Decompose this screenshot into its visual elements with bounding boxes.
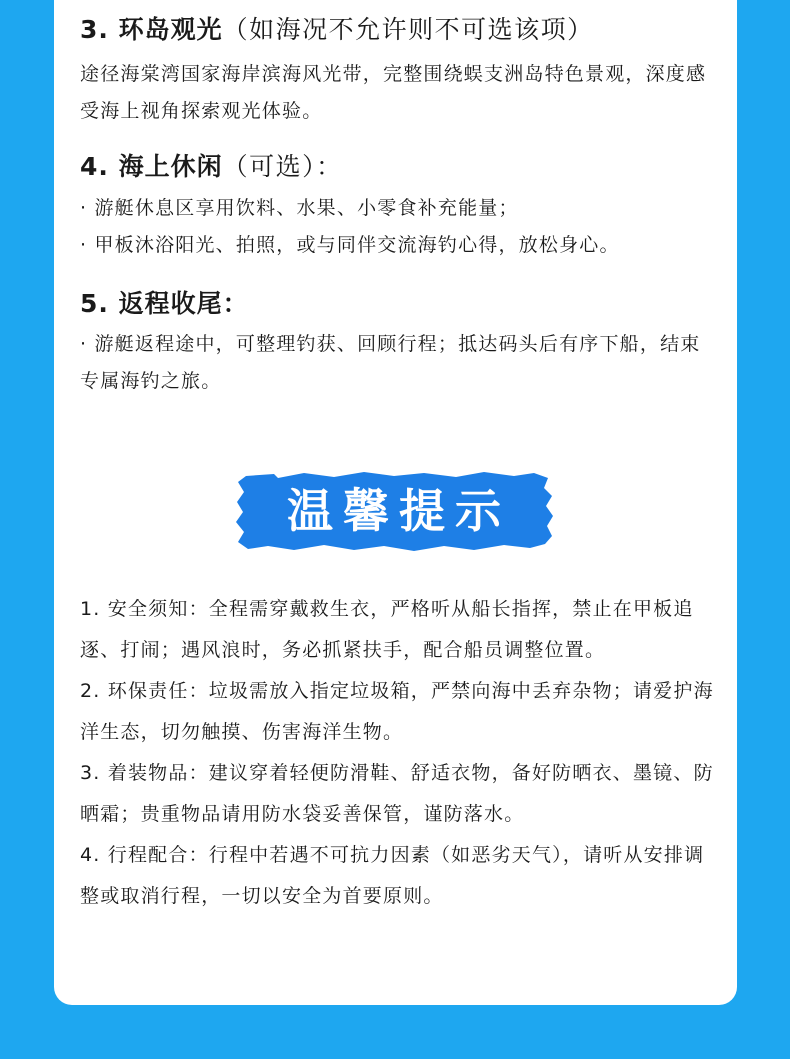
section-title-note: （如海况不允许则不可选该项） — [222, 15, 594, 44]
section-line: 途径海棠湾国家海岸滨海风光带，完整围绕蜈支洲岛特色景观，深度感受海上视角探索观光体验。 — [80, 63, 707, 122]
tip-item: 1. 安全须知：全程需穿戴救生衣，严格听从船长指挥，禁止在甲板追逐、打闹；遇风浪时，务必抓紧扶手，配合船员调整位置。 — [80, 598, 694, 661]
tip-item: 3. 着装物品：建议穿着轻便防滑鞋、舒适衣物，备好防晒衣、墨镜、防晒霜；贵重物品请用防水袋妥善保管，谨防落水。 — [80, 762, 714, 825]
section-title-text: 4. 海上休闲 — [80, 152, 223, 181]
tips-list — [80, 589, 720, 917]
tip-item: 4. 行程配合：行程中若遇不可抗力因素（如恶劣天气），请听从安排调整或取消行程，一切以安全为首要原则。 — [80, 844, 705, 907]
tip-item: 2. 环保责任：垃圾需放入指定垃圾箱，严禁向海中丢弃杂物；请爱护海洋生态，切勿触摸、伤害海洋生物。 — [80, 680, 714, 743]
section-title-return — [80, 287, 249, 321]
section-title-text: 5. 返程收尾： — [80, 289, 249, 318]
section-line: · 甲板沐浴阳光、拍照，或与同伴交流海钓心得，放松身心。 — [80, 234, 620, 256]
section-line: · 游艇返程途中，可整理钓获、回顾行程；抵达码头后有序下船，结束专属海钓之旅。 — [80, 333, 701, 392]
banner-title: 温馨提示 — [287, 484, 511, 538]
section-title-text: 3. 环岛观光 — [80, 15, 223, 44]
section-line: · 游艇休息区享用饮料、水果、小零食补充能量； — [80, 197, 519, 219]
section-title-leisure — [80, 150, 343, 184]
section-body-leisure — [80, 190, 720, 264]
section-title-note: （可选）： — [222, 152, 343, 181]
section-body-island-tour — [80, 56, 720, 130]
tips-banner — [234, 470, 554, 552]
section-body-return — [80, 326, 720, 400]
section-title-island-tour — [80, 13, 594, 47]
